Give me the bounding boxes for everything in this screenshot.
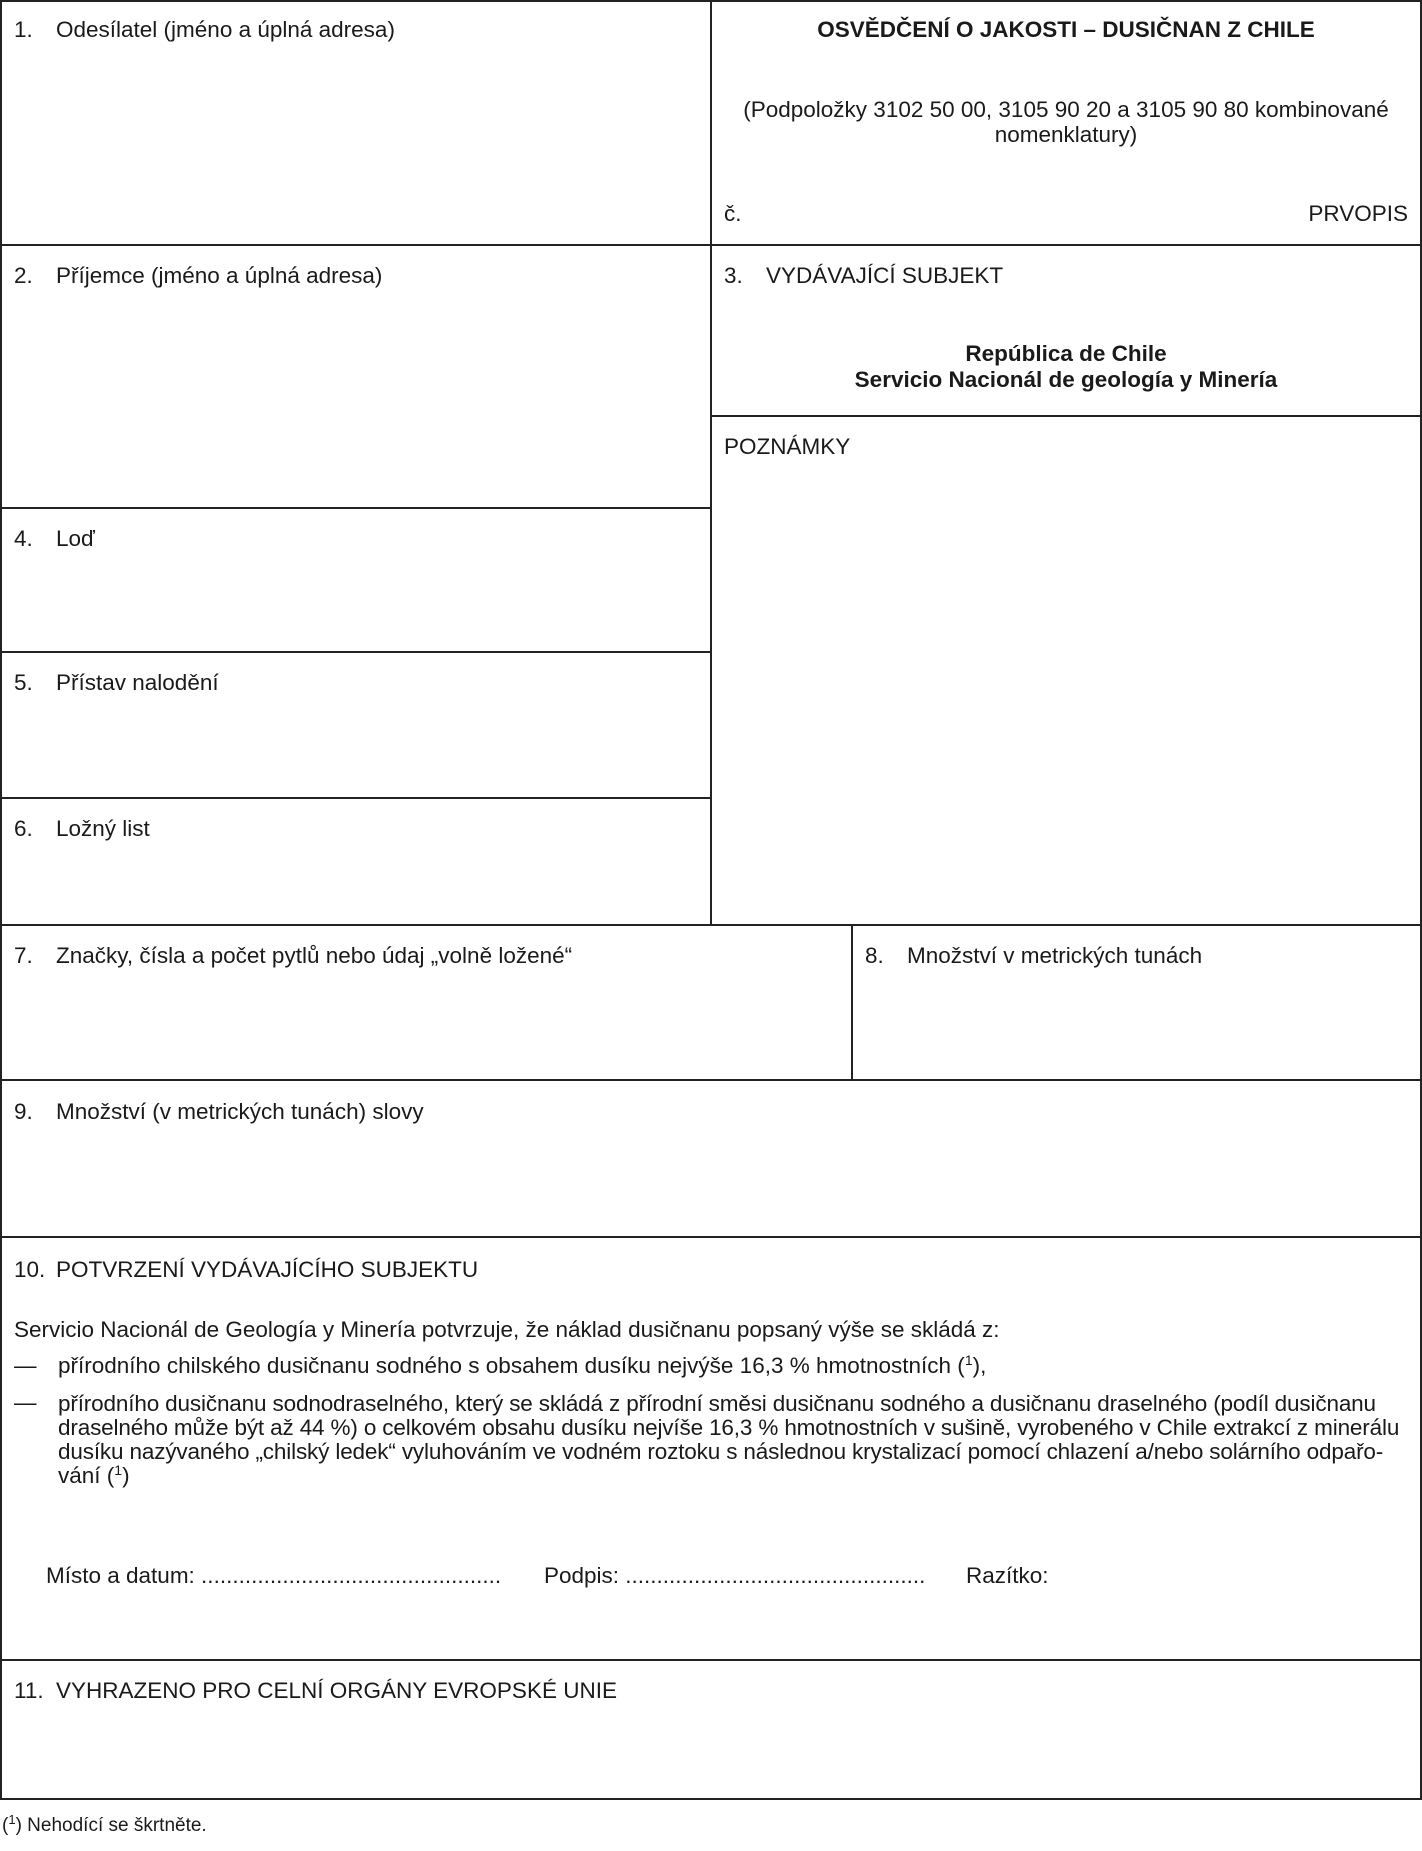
divider-box7-box8 bbox=[851, 924, 853, 1081]
confirmation-item-2-line1: přírodního dusičnanu sodnodraselného, který se skládá z přírodní směsi dusičnanu sodného a dusičnanu draselného (podíl dusičnanu bbox=[58, 1391, 1376, 1416]
confirmation-item-1-tail: ), bbox=[972, 1353, 987, 1378]
confirmation-item-2-line4 bbox=[58, 1462, 130, 1489]
box4-label bbox=[14, 525, 95, 552]
divider-box2-box4 bbox=[0, 507, 712, 509]
divider-row-box9 bbox=[0, 1079, 1422, 1081]
certificate-title: OSVĚDČENÍ O JAKOSTI – DUSIČNAN Z CHILE bbox=[817, 17, 1315, 42]
confirmation-item-2-tail: ) bbox=[122, 1463, 130, 1488]
certificate-number-label: č. bbox=[724, 201, 742, 226]
divider-issuer-notes bbox=[710, 415, 1422, 417]
box10-label bbox=[14, 1256, 478, 1283]
box7-label bbox=[14, 942, 572, 969]
signature-field[interactable]: Podpis: ................................................ bbox=[544, 1563, 926, 1588]
confirmation-item-2-line2: draselného může být až 44 %) o celkovém obsahu dusíku nejvíše 16,3 % hmotnostních v sušině, vyrobeného v Chile extrakcí z minerálu bbox=[58, 1415, 1400, 1440]
box5-label bbox=[14, 669, 219, 696]
footnote-text: Nehodící se škrtněte. bbox=[27, 1815, 207, 1836]
box9-label bbox=[14, 1098, 424, 1125]
box8-text: Množství v metrických tunách bbox=[907, 943, 1203, 968]
footnote: ($^1$) Nehodící se škrtněte. bbox=[2, 1812, 207, 1836]
box1-label bbox=[14, 16, 395, 43]
box3-number: 3. bbox=[724, 263, 743, 288]
box3-label bbox=[724, 262, 1003, 289]
certificate-subtitle-line2: nomenklatury) bbox=[994, 122, 1138, 147]
box10-number: 10. bbox=[14, 1257, 46, 1282]
box1-text: Odesílatel (jméno a úplná adresa) bbox=[56, 17, 395, 42]
box11-text: VYHRAZENO PRO CELNÍ ORGÁNY EVROPSKÉ UNIE bbox=[56, 1678, 617, 1703]
box5-text: Přístav nalodění bbox=[56, 670, 219, 695]
box1-number: 1. bbox=[14, 17, 33, 42]
divider-box4-box5 bbox=[0, 651, 712, 653]
box7-number: 7. bbox=[14, 943, 33, 968]
box4-text: Loď bbox=[56, 526, 95, 551]
box11-label bbox=[14, 1677, 617, 1704]
confirmation-item-1 bbox=[14, 1353, 1408, 1379]
footnote-number: 1 bbox=[8, 1812, 16, 1827]
box9-number: 9. bbox=[14, 1099, 33, 1124]
confirmation-item-1-body: přírodního chilského dusičnanu sodného s obsahem dusíku nejvýše 16,3 % hmotnostních ( bbox=[58, 1353, 965, 1378]
issuer-name-line1: República de Chile bbox=[965, 341, 1167, 366]
divider-row-box11 bbox=[0, 1659, 1422, 1661]
box2-text: Příjemce (jméno a úplná adresa) bbox=[56, 263, 383, 288]
border-left bbox=[0, 0, 2, 1800]
certificate-subtitle-line1: (Podpoložky 3102 50 00, 3105 90 20 a 3105 90 80 kombinované bbox=[743, 97, 1389, 122]
box2-label bbox=[14, 262, 382, 289]
box9-text: Množství (v metrických tunách) slovy bbox=[56, 1099, 424, 1124]
confirmation-item-1-text bbox=[58, 1353, 1408, 1379]
confirmation-item-2-line4-body: vání ( bbox=[58, 1463, 115, 1488]
box5-number: 5. bbox=[14, 670, 33, 695]
box8-label bbox=[865, 942, 1202, 969]
notes-label: POZNÁMKY bbox=[724, 434, 851, 459]
box7-text: Značky, čísla a počet pytlů nebo údaj „volně ložené“ bbox=[56, 943, 573, 968]
box11-number: 11. bbox=[14, 1678, 44, 1703]
box6-number: 6. bbox=[14, 816, 33, 841]
box10-text: POTVRZENÍ VYDÁVAJÍCÍHO SUBJEKTU bbox=[56, 1257, 479, 1282]
divider-row1-right bbox=[0, 244, 1422, 246]
box8-number: 8. bbox=[865, 943, 884, 968]
confirmation-item-2-line3: dusíku nazývaného „chilský ledek“ vyluhováním ve vodném roztoku s následnou krystalizací pomocí chlazení a/nebo solárního odpařo- bbox=[58, 1439, 1384, 1464]
divider-row-box7 bbox=[0, 924, 1422, 926]
border-bottom bbox=[0, 1798, 1422, 1800]
box4-number: 4. bbox=[14, 526, 33, 551]
dash-marker: — bbox=[14, 1353, 37, 1378]
box3-text: VYDÁVAJÍCÍ SUBJEKT bbox=[766, 263, 1004, 288]
box6-text: Ložný list bbox=[56, 816, 150, 841]
place-date-field[interactable]: Místo a datum: ................................................ bbox=[46, 1563, 502, 1588]
confirmation-intro: Servicio Nacionál de Geología y Minería potvrzuje, že náklad dusičnanu popsaný výše se skládá z: bbox=[14, 1317, 1000, 1342]
divider-box5-box6 bbox=[0, 797, 712, 799]
confirmation-item-2 bbox=[14, 1390, 1408, 1494]
footnote-ref: 1 bbox=[964, 1352, 973, 1368]
divider-row-box10 bbox=[0, 1236, 1422, 1238]
dash-marker: — bbox=[14, 1390, 37, 1415]
issuer-name-line2: Servicio Nacionál de geología y Minería bbox=[854, 367, 1278, 392]
box2-number: 2. bbox=[14, 263, 33, 288]
stamp-field[interactable]: Razítko: bbox=[966, 1563, 1049, 1588]
original-label: PRVOPIS bbox=[1308, 201, 1408, 226]
box6-label bbox=[14, 815, 150, 842]
footnote-ref: 1 bbox=[114, 1462, 123, 1478]
